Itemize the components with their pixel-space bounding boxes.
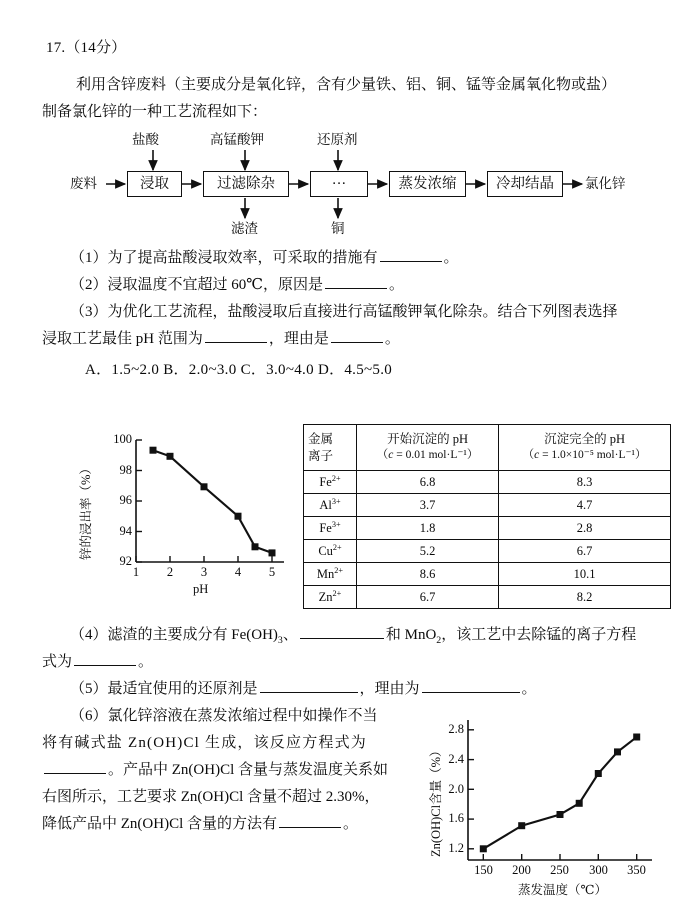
- table-cell-start-ph: 5.2: [357, 540, 499, 563]
- table-cell-complete-ph: 4.7: [499, 494, 671, 517]
- chart2-xtick-2: 250: [550, 863, 569, 877]
- ion-charge: 2+: [334, 566, 344, 576]
- paren-open: （: [522, 449, 535, 462]
- table-header-ion-line1: 金属: [308, 431, 334, 446]
- table-cell-start-ph: 1.8: [357, 517, 499, 540]
- precipitation-ph-table: [303, 424, 671, 609]
- answer-blank[interactable]: [422, 677, 520, 693]
- chart1-xtick-4: 5: [268, 565, 276, 579]
- chart-zinc-leaching-vs-ph: [62, 424, 298, 614]
- ion-charge: 2+: [332, 589, 342, 599]
- paren-open: （: [376, 449, 389, 462]
- ion-charge: 2+: [331, 474, 341, 483]
- flow-reagent-potassium-permanganate: 高锰酸钾: [210, 132, 264, 147]
- ion-charge: 3+: [331, 497, 341, 507]
- table-header-start-ph-line1: 开始沉淀的 pH: [387, 432, 468, 447]
- table-row: [304, 540, 671, 563]
- question-stem-line2: 制备氯化锌的一种工艺流程如下：: [42, 104, 268, 120]
- table-cell-complete-ph: 8.2: [499, 586, 671, 609]
- sub-question-2-text: （2）浸取温度不宜超过 60℃，原因是: [70, 277, 324, 293]
- table-header-complete-ph-line2: [501, 448, 668, 464]
- ion-symbol: Fe: [319, 521, 332, 536]
- table-header-row: [304, 425, 671, 471]
- question-stem-line1: 利用含锌废料（主要成分是氧化锌，含有少量铁、铝、铜、锰等金属氧化物或盐）: [76, 77, 617, 93]
- question-number: 17.（14分）: [46, 40, 127, 56]
- ion-symbol: Mn: [316, 567, 335, 582]
- flow-output-label: 氯化锌: [585, 176, 626, 191]
- sub-question-6-text-e: 降低产品中 Zn(OH)Cl 含量的方法有: [42, 816, 277, 832]
- table-header-ion: [304, 425, 357, 471]
- chart2-ytick-4: 2.8: [448, 722, 464, 736]
- table-header-start-ph-line2: [359, 448, 496, 464]
- ion-symbol: Al: [319, 498, 332, 513]
- sub-question-3-text-b: ，理由是: [268, 331, 329, 347]
- chart2-xtick-3: 300: [589, 863, 608, 877]
- sub-question-2: [70, 272, 404, 298]
- mno2-subscript: 2: [436, 635, 442, 646]
- flow-node-ellipsis: ···: [310, 171, 368, 197]
- table-header-ion-line2: 离子: [308, 448, 334, 463]
- chart1-xtick-2: 3: [200, 565, 208, 579]
- sub-question-4-line2: [42, 649, 153, 675]
- concentration-var: c: [388, 449, 394, 462]
- table-cell-ion: [304, 517, 357, 540]
- sub-question-6-line4: 右图所示，工艺要求 Zn(OH)Cl 含量不超过 2.30%，: [42, 789, 380, 805]
- answer-blank[interactable]: [260, 677, 358, 693]
- ion-symbol: Cu: [318, 544, 333, 559]
- sub-question-3-options[interactable]: A．1.5~2.0 B．2.0~3.0 C．3.0~4.0 D．4.5~5.0: [85, 362, 393, 378]
- ion-symbol: Zn: [318, 590, 333, 605]
- answer-blank[interactable]: [44, 758, 106, 774]
- answer-blank[interactable]: [331, 327, 383, 343]
- flow-reagent-reducing-agent: 还原剂: [317, 132, 358, 147]
- sub-question-3-text-a: 浸取工艺最佳 pH 范围为: [42, 331, 203, 347]
- answer-blank[interactable]: [325, 273, 387, 289]
- period: 。: [389, 277, 405, 293]
- chart2-ytick-3: 2.4: [448, 751, 464, 766]
- sub-question-4-text-d: ，该工艺中去除锰的离子方程: [441, 627, 637, 643]
- chart2-yaxis-label: Zn(OH)Cl含量（%）: [429, 744, 443, 857]
- flow-node-crystallization: 冷却结晶: [487, 171, 563, 197]
- ion-charge: 3+: [331, 520, 341, 530]
- flow-byproduct-filter-residue: 滤渣: [231, 221, 258, 236]
- concentration-var: c: [534, 449, 540, 462]
- flow-node-evaporation: 蒸发浓缩: [389, 171, 466, 197]
- sub-question-6-line3: [42, 757, 388, 783]
- table-header-complete-ph: [499, 425, 671, 471]
- table-cell-start-ph: 8.6: [357, 563, 499, 586]
- table-cell-start-ph: 6.7: [357, 586, 499, 609]
- answer-blank[interactable]: [74, 650, 136, 666]
- sub-question-4-text-e: 式为: [42, 654, 73, 670]
- chart2-series-line: [483, 737, 636, 849]
- answer-blank[interactable]: [279, 812, 341, 828]
- chart2-xtick-0: 150: [474, 863, 493, 877]
- sub-question-5: [70, 676, 537, 702]
- table-cell-ion: [304, 471, 357, 494]
- table-cell-complete-ph: 6.7: [499, 540, 671, 563]
- answer-blank[interactable]: [300, 623, 384, 639]
- table-cell-complete-ph: 10.1: [499, 563, 671, 586]
- start-ph-conc: = 0.01 mol·L⁻¹）: [393, 449, 479, 462]
- table-cell-complete-ph: 8.3: [499, 471, 671, 494]
- period: 。: [384, 331, 400, 347]
- sub-question-5-text-b: ，理由为: [359, 681, 420, 697]
- chart1-ytick-2: 96: [119, 493, 132, 507]
- chart2-ytick-0: 1.2: [448, 841, 464, 855]
- sub-question-1-text: （1）为了提高盐酸浸取效率，可采取的措施有: [70, 250, 378, 266]
- sub-question-1: [70, 245, 459, 271]
- chart2-ytick-2: 2.0: [448, 781, 464, 796]
- table-header-start-ph: [357, 425, 499, 471]
- flow-node-filtering: 过滤除杂: [203, 171, 289, 197]
- flow-input-label: 废料: [70, 176, 97, 191]
- chart1-xtick-3: 4: [234, 565, 242, 579]
- period: 。: [343, 816, 359, 832]
- sub-question-6-text-c: 。产品中 Zn(OH)Cl 含量与蒸发温度关系如: [108, 762, 388, 778]
- period: 。: [443, 250, 459, 266]
- flow-byproduct-copper: 铜: [331, 221, 345, 236]
- table-body: [304, 471, 671, 609]
- table-cell-ion: [304, 494, 357, 517]
- process-flowchart: [70, 128, 670, 240]
- sub-question-4-text-a: （4）滤渣的主要成分有 Fe(OH): [70, 627, 278, 643]
- chart2-xtick-1: 200: [512, 863, 531, 877]
- answer-blank[interactable]: [205, 327, 267, 343]
- flow-reagent-hydrochloric-acid: 盐酸: [132, 132, 159, 147]
- chart2-xtick-4: 350: [627, 863, 646, 877]
- table-cell-ion: [304, 586, 357, 609]
- sub-question-4-line1: [70, 622, 636, 654]
- chart2-xaxis-label: 蒸发温度（℃）: [518, 883, 607, 897]
- chart1-ytick-4: 100: [113, 432, 132, 446]
- chart1-ytick-0: 92: [119, 554, 132, 568]
- chart2-ytick-1: 1.6: [448, 811, 464, 826]
- period: 。: [138, 654, 154, 670]
- sub-question-3-line1: （3）为优化工艺流程，盐酸浸取后直接进行高锰酸钾氧化除杂。结合下列图表选择: [70, 304, 618, 320]
- table-cell-start-ph: 6.8: [357, 471, 499, 494]
- chart1-series-line: [153, 450, 272, 553]
- complete-ph-conc: = 1.0×10⁻⁵ mol·L⁻¹）: [539, 449, 647, 462]
- table-cell-ion: [304, 540, 357, 563]
- ion-charge: 2+: [332, 543, 342, 553]
- chart1-data-markers: [150, 447, 276, 557]
- chart1-xtick-0: 1: [132, 565, 140, 579]
- table-row: [304, 563, 671, 586]
- table-header-complete-ph-line1: 沉淀完全的 pH: [544, 432, 625, 447]
- chart1-xtick-1: 2: [166, 565, 174, 579]
- sub-question-6-line1: （6）氯化锌溶液在蒸发浓缩过程中如操作不当: [70, 708, 378, 724]
- table-cell-complete-ph: 2.8: [499, 517, 671, 540]
- table-row: [304, 517, 671, 540]
- table-row: [304, 586, 671, 609]
- sub-question-6-line5: [42, 811, 358, 837]
- answer-blank[interactable]: [380, 246, 442, 262]
- chart1-xaxis-label: pH: [193, 582, 209, 596]
- sub-question-3-line2: [42, 326, 400, 352]
- chart1-canvas: [62, 424, 298, 614]
- table-row: [304, 494, 671, 517]
- ion-symbol: Fe: [319, 475, 332, 490]
- sub-question-4-text-c: 和 MnO: [385, 627, 437, 643]
- hydroxide-subscript: 3: [277, 635, 283, 646]
- chart1-ytick-1: 94: [119, 523, 132, 538]
- period: 。: [521, 681, 537, 697]
- table-row: [304, 471, 671, 494]
- flow-node-leaching: 浸取: [127, 171, 182, 197]
- table-cell-ion: [304, 563, 357, 586]
- sub-question-6-line2: 将有碱式盐 Zn(OH)Cl 生成，该反应方程式为: [42, 735, 367, 751]
- chart2-data-markers: [480, 734, 640, 853]
- chart1-ytick-3: 98: [119, 462, 132, 477]
- sub-question-4-text-b: 、: [282, 627, 298, 643]
- table-cell-start-ph: 3.7: [357, 494, 499, 517]
- sub-question-5-text-a: （5）最适宜使用的还原剂是: [70, 681, 258, 697]
- chart1-yaxis-label: 锌的浸出率（%）: [79, 462, 93, 560]
- chart-znohcl-content-vs-temperature: [424, 712, 674, 897]
